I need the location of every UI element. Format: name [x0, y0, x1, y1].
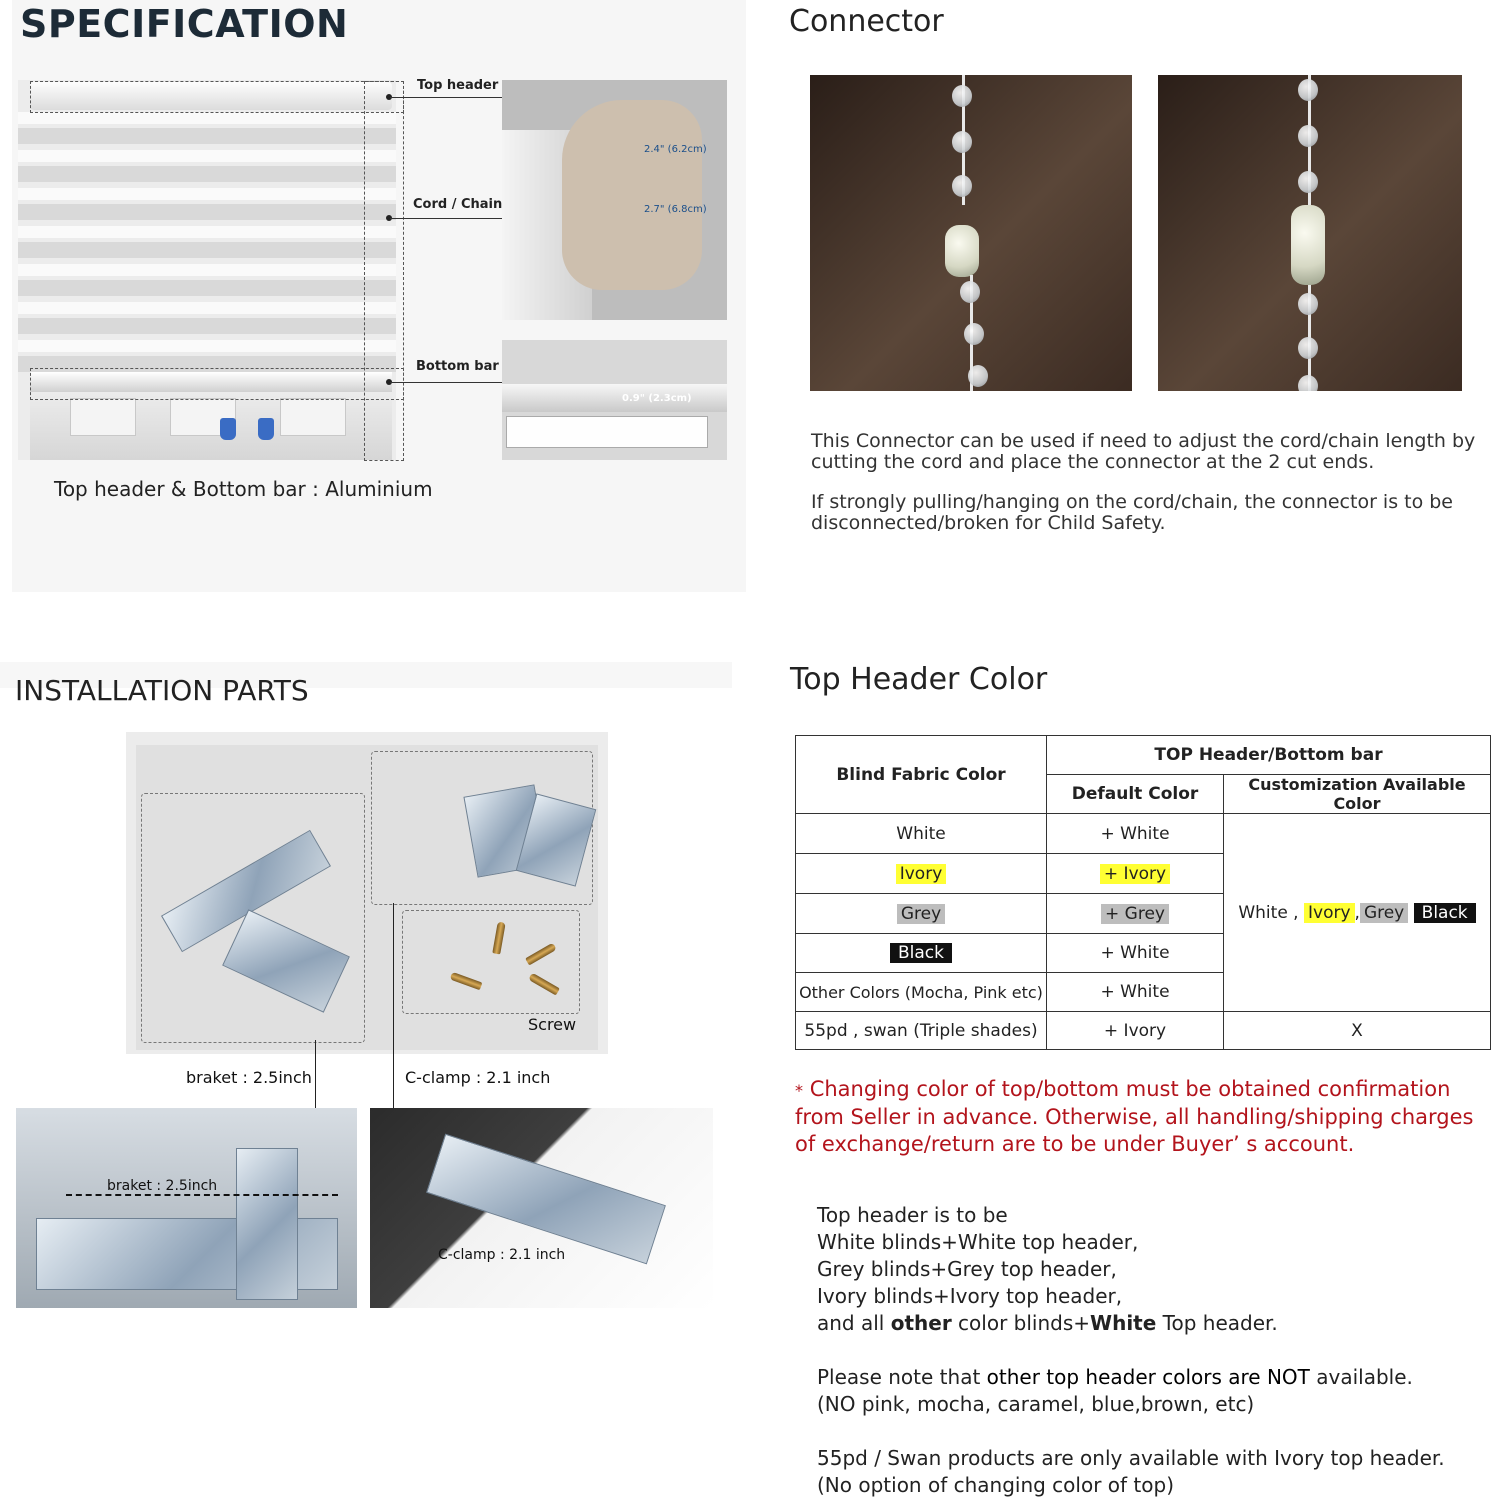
fabric-cell: 55pd , swan (Triple shades): [796, 1012, 1047, 1050]
fabric-cell: [796, 894, 1047, 934]
connector-safety-note: If strongly pulling/hanging on the cord/chain, the connector is to be disconnected/broken for Child Safety.: [811, 491, 1454, 534]
window-sill: [30, 392, 392, 460]
fabric-cell: [796, 854, 1047, 894]
header-endcap-photo: [502, 80, 727, 320]
rule-line: Ivory blinds+Ivory top header,: [817, 1284, 1123, 1308]
header-rules-text: [817, 1202, 1477, 1499]
bracket-closeup-label: braket : 2.5inch: [107, 1178, 218, 1194]
connector-title: Connector: [789, 4, 944, 39]
rule-line: White blinds+White top header,: [817, 1230, 1139, 1254]
rule-line: 55pd / Swan products are only available with Ivory top header.: [817, 1446, 1445, 1470]
fabric-cell: White: [796, 814, 1047, 854]
screw-parts-outline: [402, 910, 580, 1014]
table-row: [796, 814, 1491, 854]
material-note: Top header & Bottom bar : Aluminium: [54, 477, 433, 501]
custom-black: Black: [1414, 903, 1476, 923]
bottom-bar-outline: [30, 368, 404, 400]
header-bottom-group-header: TOP Header/Bottom bar: [1047, 736, 1491, 775]
fabric-black-swatch: Black: [890, 943, 952, 963]
table-row: [796, 1012, 1491, 1050]
header-depth-dimension: 2.7" (6.8cm): [644, 204, 707, 215]
connector-description: This Connector can be used if need to adjust the cord/chain length by cutting the cord and place the connector at the 2 cut ends.: [811, 430, 1476, 473]
default-ivory-swatch: + Ivory: [1100, 864, 1170, 884]
color-change-warning: [795, 1076, 1485, 1158]
cord-chain-label: Cord / Chain: [413, 197, 503, 212]
fabric-cell: [796, 934, 1047, 973]
cclamp-closeup-photo: [370, 1108, 713, 1308]
fabric-grey-swatch: Grey: [897, 904, 945, 924]
default-cell: [1047, 894, 1224, 934]
warning-star: *: [795, 1081, 803, 1100]
default-grey-swatch: + Grey: [1101, 904, 1169, 924]
header-height-dimension: 2.4" (6.2cm): [644, 144, 707, 155]
screw-label: Screw: [528, 1015, 577, 1034]
rule-line: and all other color blinds+White Top header.: [817, 1311, 1278, 1335]
default-cell: + White: [1047, 934, 1224, 973]
top-header-color-title: Top Header Color: [790, 662, 1048, 697]
cord-chain-line: [390, 218, 502, 219]
custom-colors-cell: [1224, 814, 1491, 1012]
default-cell: [1047, 854, 1224, 894]
bottom-bar-photo: [502, 340, 727, 460]
default-cell: + White: [1047, 973, 1224, 1012]
default-color-header: Default Color: [1047, 775, 1224, 814]
bracket-label: braket : 2.5inch: [186, 1068, 312, 1087]
default-cell: + White: [1047, 814, 1224, 854]
specification-title: SPECIFICATION: [20, 2, 349, 46]
rule-line: (NO pink, mocha, caramel, blue,brown, etc): [817, 1392, 1255, 1416]
rule-line: Grey blinds+Grey top header,: [817, 1257, 1117, 1281]
bracket-closeup-photo: [16, 1108, 357, 1308]
bottom-bar-label: Bottom bar: [416, 359, 499, 374]
custom-white: White ,: [1238, 902, 1299, 923]
cord-outline: [364, 81, 404, 461]
custom-separator: ,: [1354, 902, 1360, 923]
warning-text: Changing color of top/bottom must be obtained confirmation from Seller in advance. Otherwise, all handling/shipping charges of exchange/return are to be under Buyer’ s account.: [795, 1077, 1474, 1156]
fabric-ivory-swatch: Ivory: [896, 864, 947, 884]
custom-grey: Grey: [1360, 903, 1408, 923]
installation-title: INSTALLATION PARTS: [15, 674, 309, 707]
top-header-outline: [30, 81, 404, 113]
connector-photo-joined: [1158, 75, 1462, 391]
bottom-bar-dimension: 0.9" (2.3cm): [622, 393, 692, 404]
custom-ivory: Ivory: [1304, 903, 1355, 923]
connector-photo-separated: [810, 75, 1132, 391]
custom-color-header: Customization Available Color: [1224, 775, 1491, 814]
color-table: [795, 735, 1491, 1050]
rule-line: (No option of changing color of top): [817, 1473, 1174, 1497]
custom-cell: X: [1224, 1012, 1491, 1050]
fabric-cell: Other Colors (Mocha, Pink etc): [796, 973, 1047, 1012]
cclamp-closeup-label: C-clamp : 2.1 inch: [438, 1247, 566, 1263]
fabric-color-header: Blind Fabric Color: [796, 736, 1047, 814]
rule-line: Please note that other top header colors are NOT available.: [817, 1365, 1413, 1389]
rule-line: Top header is to be: [817, 1203, 1008, 1227]
top-header-label: Top header: [417, 78, 499, 93]
default-cell: + Ivory: [1047, 1012, 1224, 1050]
cclamp-label: C-clamp : 2.1 inch: [405, 1068, 551, 1087]
